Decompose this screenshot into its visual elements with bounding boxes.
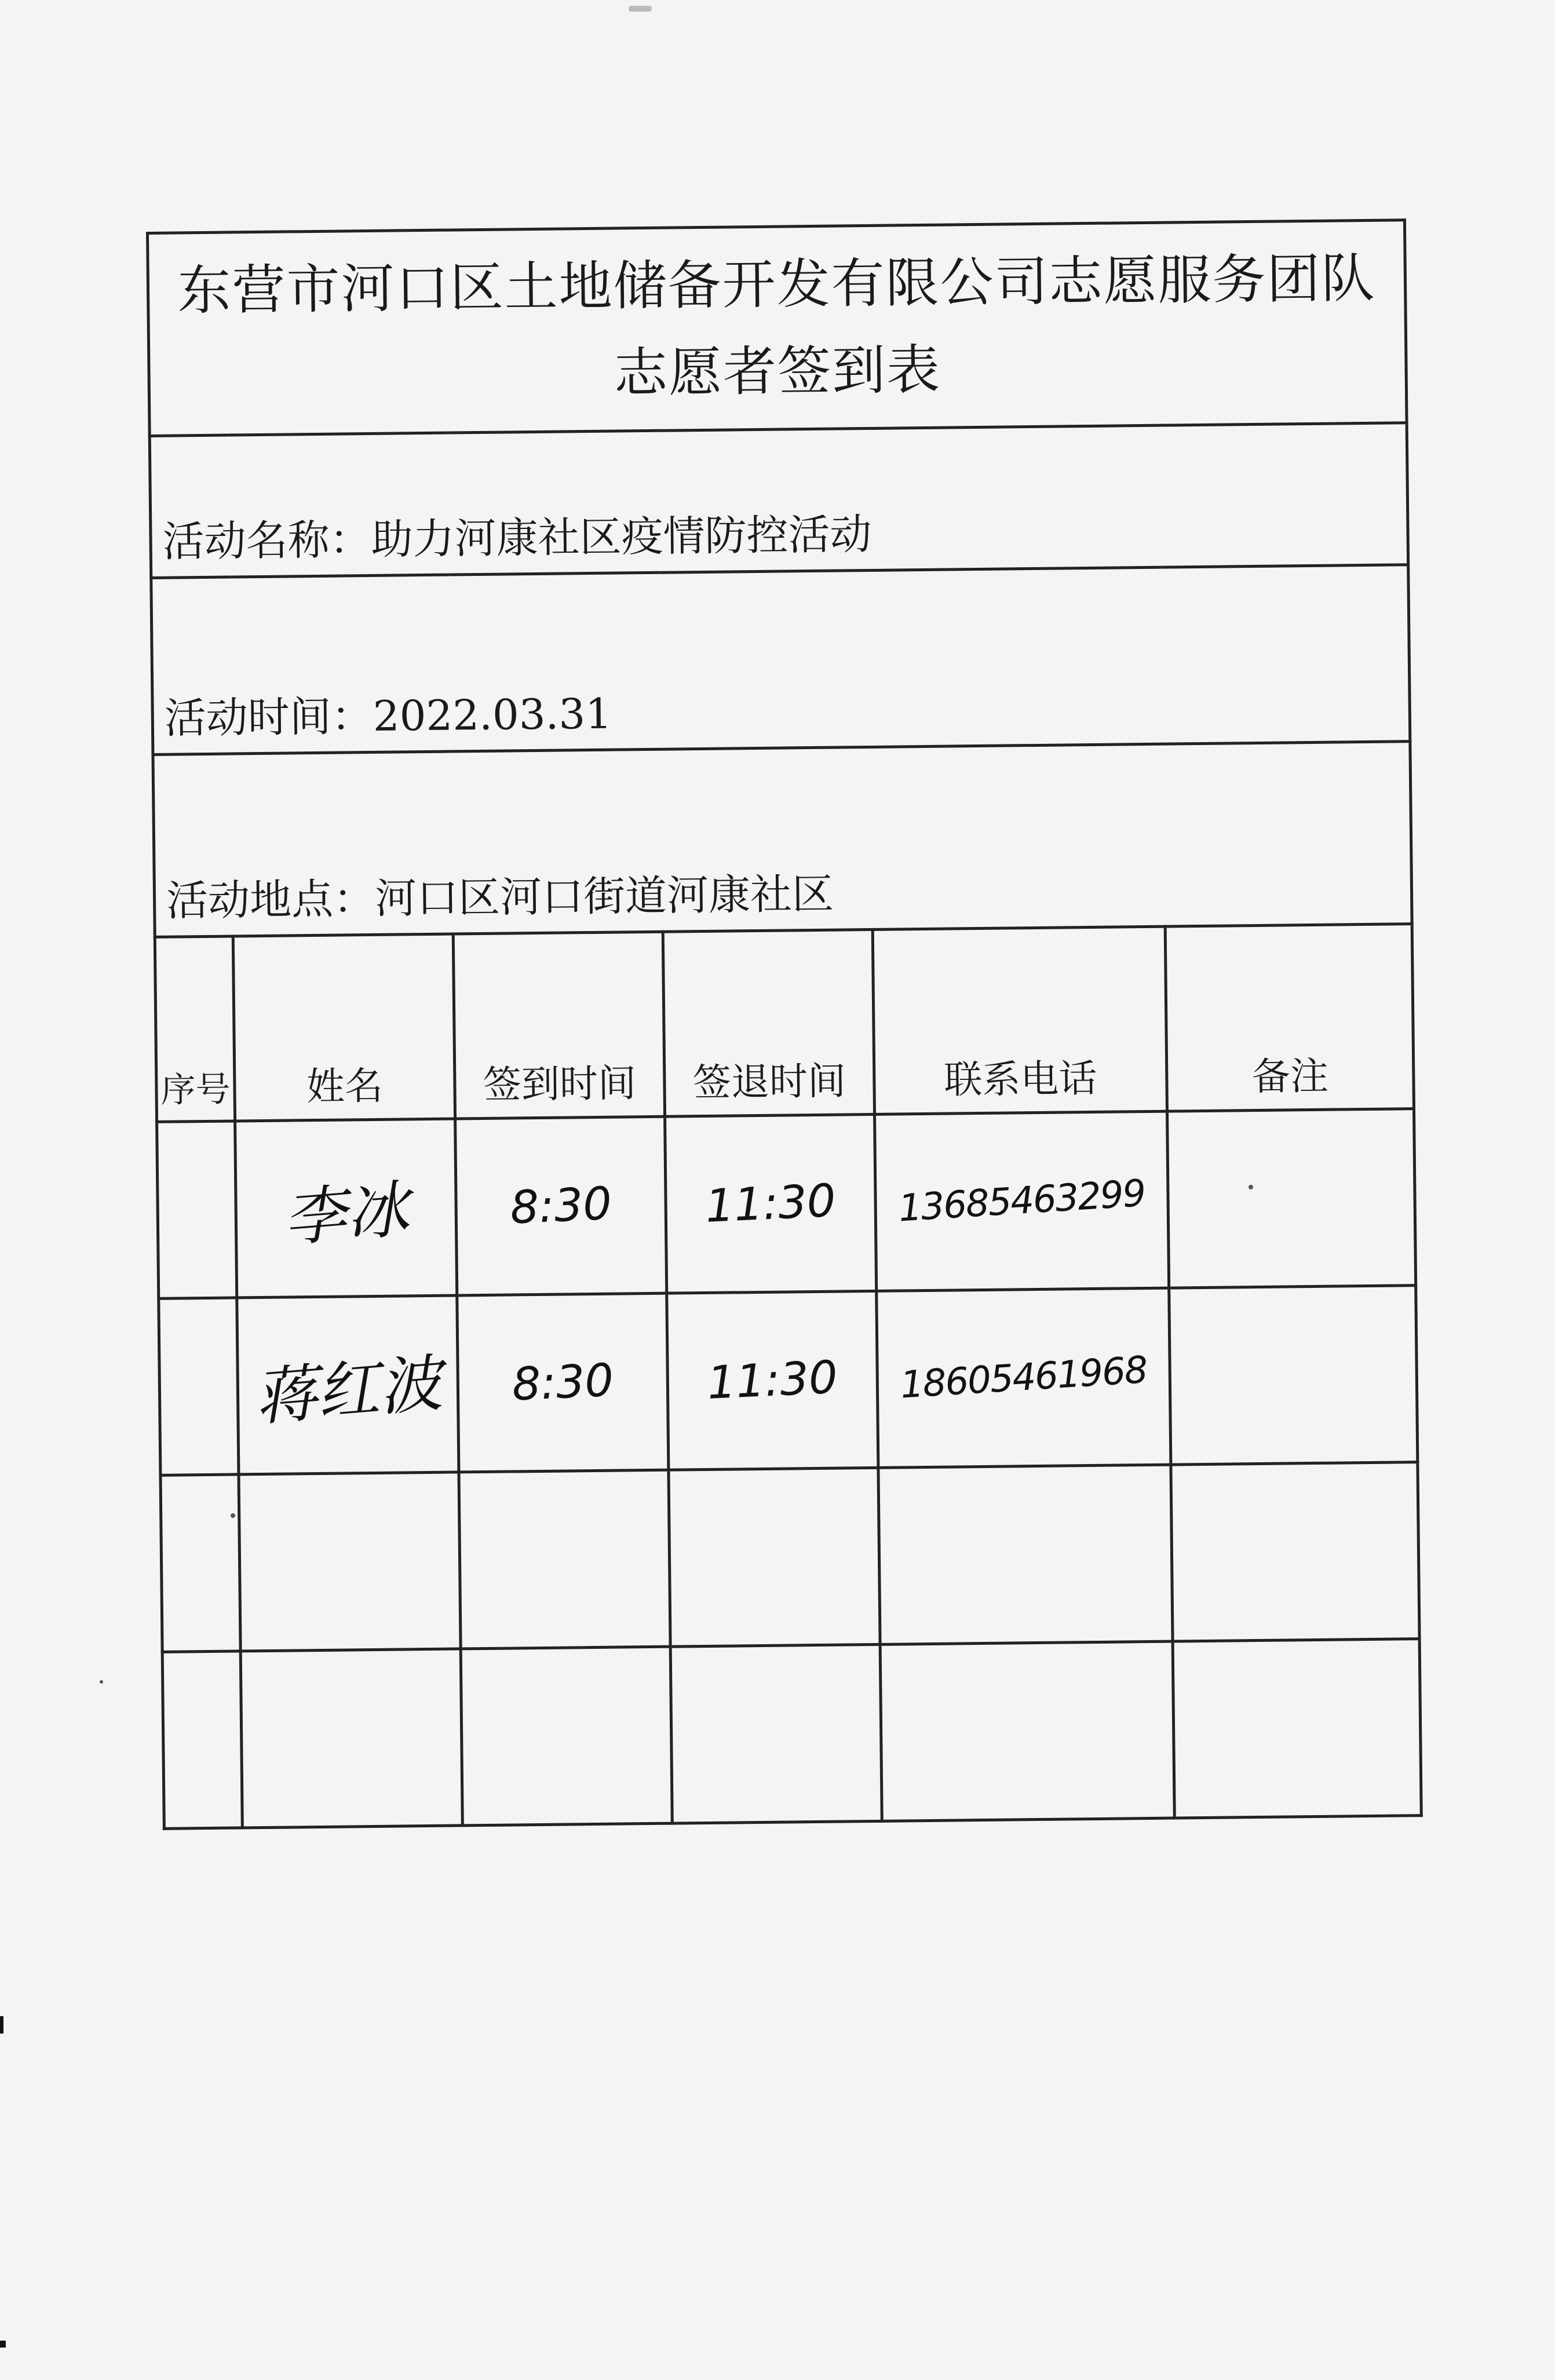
scan-speck	[231, 1513, 235, 1518]
column-header-remark: 备注	[1165, 924, 1414, 1111]
handwritten-sign-in-time: 8:30	[510, 1354, 615, 1411]
column-header-name: 姓名	[233, 934, 455, 1121]
row-no	[159, 1298, 239, 1475]
form-title-line1: 东营市河口区土地储备开发有限公司志愿服务团队	[177, 247, 1377, 322]
column-header-sign-in: 签到时间	[453, 932, 665, 1119]
form-title	[148, 220, 1407, 436]
row-no	[157, 1121, 237, 1298]
handwritten-sign-in-time: 8:30	[509, 1177, 613, 1235]
table-row	[157, 1109, 1416, 1299]
handwritten-phone: 13685463299	[897, 1171, 1147, 1231]
column-header-no: 序号	[155, 936, 235, 1122]
row-remark	[1167, 1109, 1415, 1288]
row-phone	[880, 1641, 1174, 1821]
activity-place: 活动地点：河口区河口街道河康社区	[153, 742, 1412, 937]
activity-time-row	[151, 565, 1410, 755]
activity-name: 活动名称：助力河康社区疫情防控活动	[149, 423, 1408, 578]
scan-edge-mark	[0, 2016, 3, 2034]
scan-speck	[629, 6, 652, 12]
activity-time: 活动时间：2022.03.31	[151, 565, 1410, 755]
row-phone	[878, 1465, 1173, 1644]
sign-in-sheet	[146, 218, 1420, 1822]
sign-in-form-table	[146, 218, 1423, 1830]
handwritten-name: 李冰	[281, 1173, 412, 1255]
scan-edge-mark	[0, 2341, 6, 2348]
activity-place-row	[153, 742, 1412, 937]
scan-speck	[100, 1680, 103, 1684]
form-title-line2: 志愿者签到表	[614, 338, 941, 404]
row-remark	[1169, 1286, 1418, 1465]
handwritten-sign-out-time: 11:30	[706, 1351, 839, 1410]
handwritten-phone: 18605461968	[899, 1348, 1148, 1407]
table-row	[162, 1639, 1421, 1829]
row-remark	[1171, 1462, 1419, 1641]
row-remark	[1173, 1639, 1421, 1818]
row-name	[240, 1649, 462, 1828]
row-sign-in	[459, 1470, 670, 1649]
column-header-phone: 联系电话	[873, 926, 1167, 1114]
column-header-sign-out: 签退时间	[663, 929, 874, 1116]
row-no	[160, 1474, 240, 1652]
title-row	[148, 220, 1407, 436]
table-row	[159, 1286, 1418, 1476]
activity-name-row	[149, 423, 1408, 578]
column-header-row	[155, 924, 1414, 1122]
row-name	[239, 1472, 461, 1651]
row-sign-in	[461, 1647, 672, 1826]
row-sign-out	[669, 1468, 880, 1647]
row-no	[162, 1651, 242, 1828]
scan-speck	[1249, 1185, 1253, 1189]
table-row	[160, 1462, 1419, 1652]
row-sign-out	[670, 1644, 882, 1823]
handwritten-sign-out-time: 11:30	[704, 1174, 837, 1233]
handwritten-name: 蒋红波	[251, 1347, 445, 1434]
